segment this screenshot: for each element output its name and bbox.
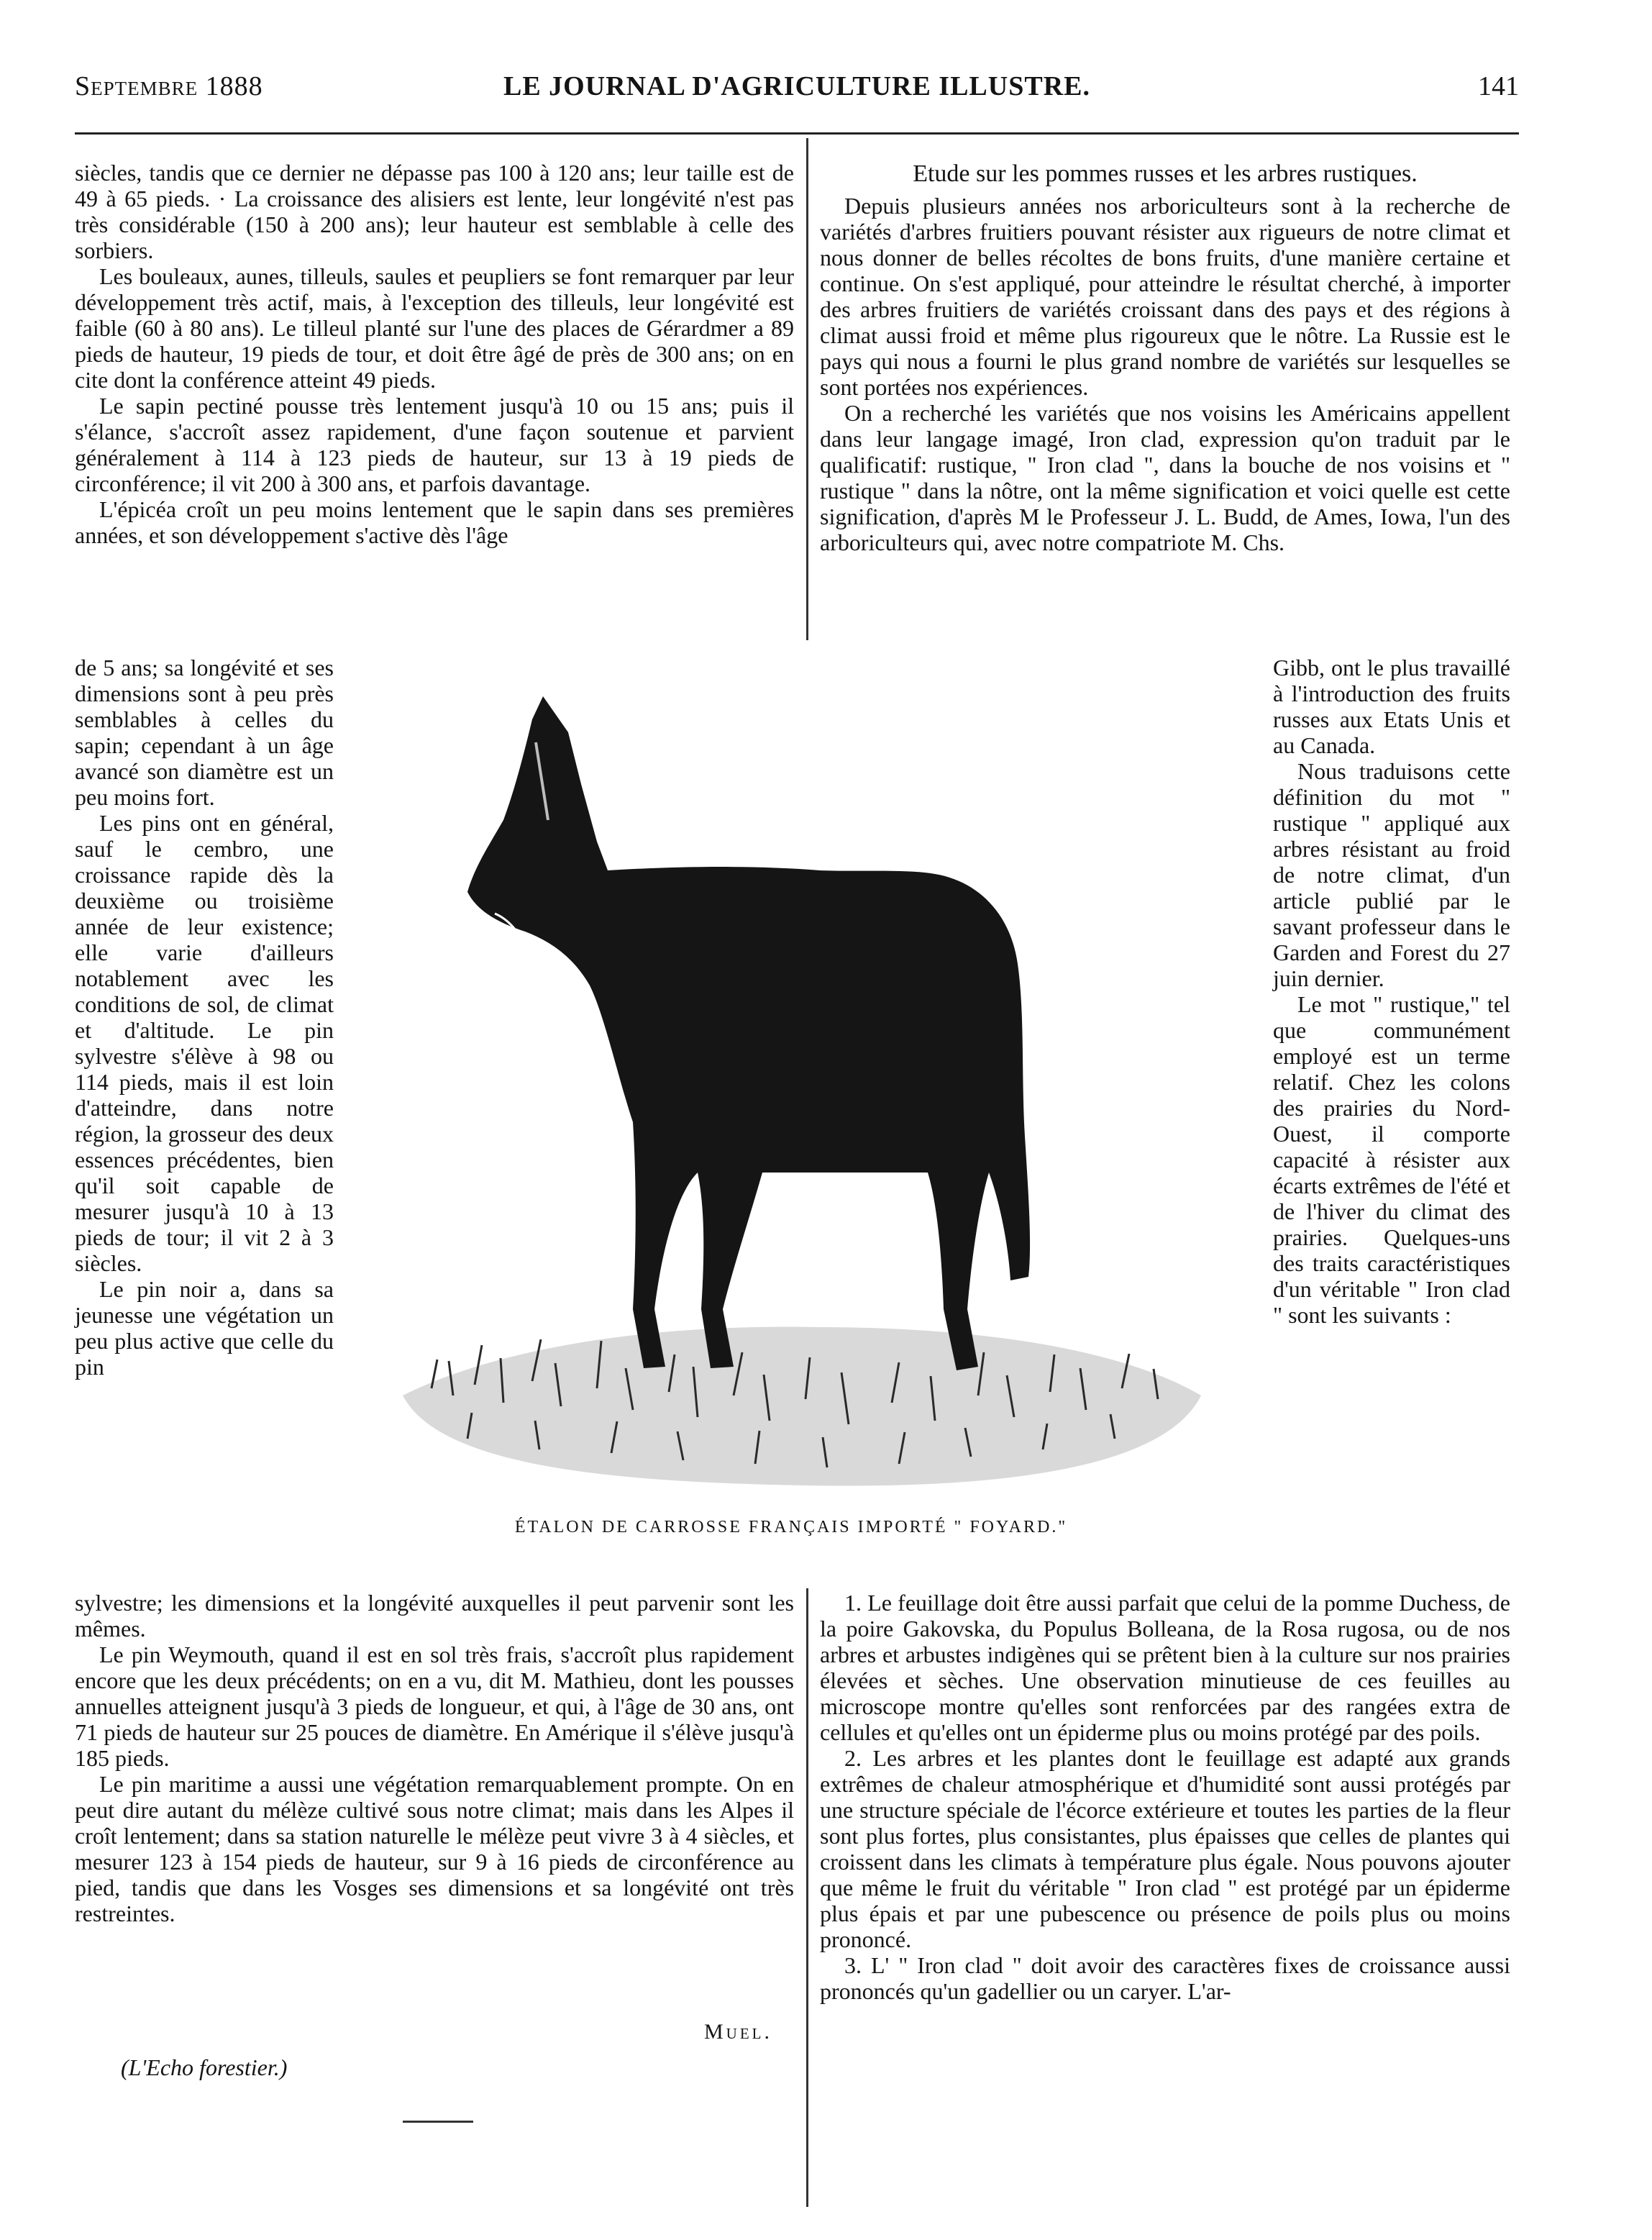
paragraph-traduction: Nous traduisons cette définition du mot " rustique " appliqué aux arbres résistant au froid de notre climat, d'un article publié par le savant professeur dans le Garden and Forest du 27 juin dernier. [1273,758,1510,991]
paragraph-alisiers: siècles, tandis que ce dernier ne dépasse pas 100 à 120 ans; leur taille est de 49 à 65 pieds. · La croissance des alisiers est lente, leur longévité n'est pas très considérable (150 à 200 ans); leur hauteur est semblable à celle des sorbiers. [75,160,794,263]
horse-engraving [360,676,1244,1568]
paragraph-pin-noir-cont: sylvestre; les dimensions et la longévité auxquelles il peut parvenir sont les mêmes. [75,1590,794,1642]
paragraph-pins: Les pins ont en général, sauf le cembro, une croissance rapide dès la deuxième ou troisième année de leur existence; elle varie d'ailleurs notablement avec les conditions de sol, de climat et d'altitude. Le pin sylvestre s'élève à 98 ou 114 pieds, mais il est loin d'atteindre, dans notre région, la grosseur des deux essences précédentes, bien qu'il soit capable de mesurer jusqu'à 10 à 13 pieds de tour; il vit 2 à 3 siècles. [75,810,334,1276]
horse [467,696,1030,1370]
paragraph-sapin: Le sapin pectiné pousse très lentement jusqu'à 10 ou 15 ans; puis il s'élance, s'accroît assez rapidement, d'une façon soutenue et parvient généralement à 114 à 123 pieds de hauteur, sur 13 à 19 pieds de circonférence; il vit 200 à 300 ans, et parfois davantage. [75,393,794,496]
figure-caption: ÉTALON DE CARROSSE FRANÇAIS IMPORTÉ " FOYARD." [514,1518,1068,1536]
paragraph-bouleaux: Les bouleaux, aunes, tilleuls, saules et peupliers se font remarquer par leur développement très actif, mais, à l'exception des tilleuls, leur longévité est faible (60 à 80 ans). Le tilleul planté sur l'une des places de Gérardmer a 89 pieds de hauteur, 19 pieds de tour, et doit être âgé de près de 300 ans; on en cite dont la conférence atteint 49 pieds. [75,263,794,393]
source-credit: (L'Echo forestier.) [121,2054,288,2080]
header-rule [75,132,1519,135]
grass-ground [403,1326,1201,1485]
running-head [75,66,1519,109]
paragraph-definition: Le mot " rustique," tel que communément employé est un terme relatif. Chez les colons des prairies du Nord-Ouest, il comporte capacité à résister aux écarts extrêmes de l'été et de l'hiver du climat des prairies. Quelques-uns des traits caractéristiques d'un véritable " Iron clad " sont les suivants : [1273,991,1510,1328]
column-rule-bottom [806,1588,808,2207]
journal-title: LE JOURNAL D'AGRICULTURE ILLUSTRE. [503,71,1090,101]
paragraph-epicea-cont: de 5 ans; sa longévité et ses dimensions sont à peu près semblables à celles du sapin; cependant à un âge avancé son diamètre est un peu moins fort. [75,655,334,810]
column-rule-top [806,138,808,640]
author-signature: Muel. [704,2020,772,2044]
list-item-1: 1. Le feuillage doit être aussi parfait que celui de la pomme Duchess, de la poire Gakovska, du Populus Bolleana, de la Rosa rugosa, ou de nos arbres et arbustes indigènes qui se prêtent bien à la culture sur nos prairies élevées et sèches. Une observation minutieuse de ces feuilles au microscope montre qu'elles sont renforcées par des rangées extra de cellules et qu'elles ont un épiderme plus ou moins protégé par des poils. [820,1590,1510,1745]
list-item-2: 2. Les arbres et les plantes dont le feuillage est adapté aux grands extrêmes de chaleur atmosphérique et d'humidité sont aussi protégés par une structure spéciale de l'écorce extérieure et toutes les parties de la fleur sont plus fortes, plus consistantes, plus épaisses que celles de plantes qui croissent dans les climats à température plus égale. Nous pouvons ajouter que même le fruit du véritable " Iron clad " est protégé par un épiderme plus épais et par une pubescence ou présence de poils plus ou moins prononcé. [820,1745,1510,1952]
paragraph-epicea: L'épicéa croît un peu moins lentement que le sapin dans ses premières années, et son développement s'active dès l'âge [75,496,794,548]
end-rule [403,2121,473,2123]
left-column-bottom [75,1590,794,1926]
right-column-top [820,193,1510,555]
paragraph-weymouth: Le pin Weymouth, quand il est en sol très frais, s'accroît plus rapidement encore que les deux précédents; on en a vu, dit M. Mathieu, dont les pousses annuelles atteignent jusqu'à 3 pieds de longueur, et qui, à l'âge de 30 ans, ont 71 pieds de hauteur sur 25 pouces de diamètre. En Amérique il s'élève jusqu'à 185 pieds. [75,1642,794,1771]
paragraph-pin-maritime: Le pin maritime a aussi une végétation remarquablement prompte. On en peut dire autant du mélèze cultivé sous notre climat; mais dans les Alpes il croît lentement; dans sa station naturelle le mélèze peut vivre 3 à 4 siècles, et mesurer 123 à 154 pieds de hauteur, sur 9 à 16 pieds de circonférence au pied, tandis que dans les Vosges ses dimensions et sa longévité ont très restreintes. [75,1771,794,1926]
left-column-top [75,160,794,548]
issue-date: Septembre 1888 [75,71,263,101]
right-narrow-column [1273,655,1510,1328]
paragraph-pin-noir: Le pin noir a, dans sa jeunesse une végétation un peu plus active que celle du pin [75,1276,334,1380]
paragraph-iron-clad-cont: Gibb, ont le plus travaillé à l'introduction des fruits russes aux Etats Unis et au Canada. [1273,655,1510,758]
article-heading: Etude sur les pommes russes et les arbres rustiques. [913,160,1418,187]
page-number: 141 [1478,71,1519,101]
left-narrow-column [75,655,334,1380]
paragraph-iron-clad: On a recherché les variétés que nos voisins les Américains appellent dans leur langage imagé, Iron clad, expression qu'on traduit par le qualificatif: rustique, " Iron clad ", dans la bouche de nos voisins et " rustique " dans la nôtre, ont la même signification et voici quelle est cette signification, d'après M le Professeur J. L. Budd, de Ames, Iowa, l'un des arboriculteurs qui, avec notre compatriote M. Chs. [820,400,1510,555]
right-column-bottom [820,1590,1510,2004]
list-item-3: 3. L' " Iron clad " doit avoir des caractères fixes de croissance aussi prononcés qu'un gadellier ou un caryer. L'ar- [820,1952,1510,2004]
paragraph-introduction: Depuis plusieurs années nos arboriculteurs sont à la recherche de variétés d'arbres fruitiers pouvant résister aux rigueurs de notre climat et nous donner de belles récoltes de bons fruits, d'une manière certaine et continue. On s'est appliqué, pour atteindre le résultat cherché, à importer des arbres fruitiers de variétés croissant dans des pays et des régions à climat aussi froid et même plus rigoureux que le nôtre. La Russie est le pays qui nous a fourni le plus grand nombre de variétés sur lesquelles se sont portées nos expériences. [820,193,1510,400]
